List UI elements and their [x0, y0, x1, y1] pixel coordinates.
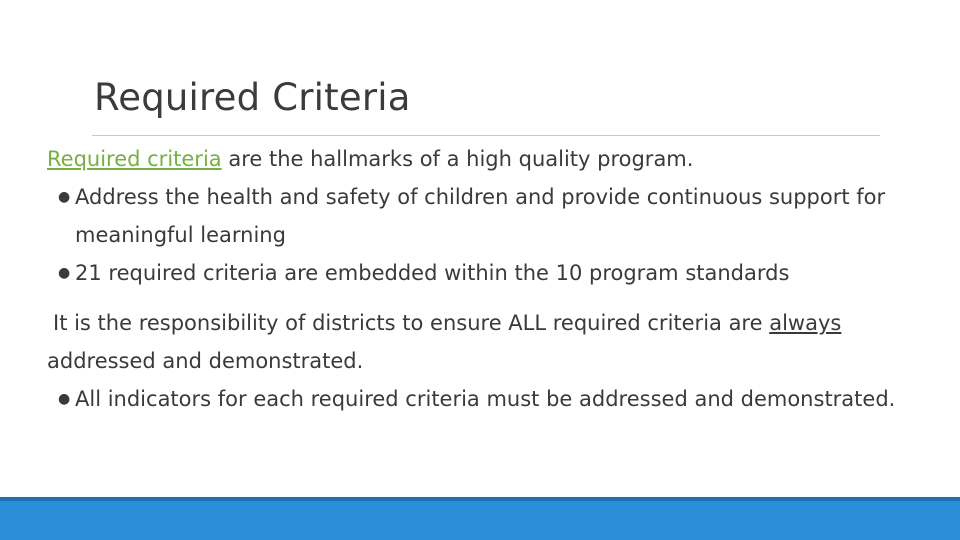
title-divider: [92, 135, 880, 136]
footer-bar: [0, 497, 960, 540]
always-emphasis: always: [769, 311, 842, 335]
bullet-text: 21 required criteria are embedded within the 10 program standards: [75, 261, 790, 285]
footer-stripe: [0, 497, 960, 501]
list-item: [58, 380, 927, 418]
responsibility-paragraph: [47, 304, 927, 380]
bullet-icon: ●: [58, 189, 71, 205]
bullet-text: Address the health and safety of children and provide continuous support for meaningful learning: [75, 185, 886, 247]
list-item: [58, 178, 927, 254]
slide-title: Required Criteria: [94, 76, 411, 119]
list-item: [58, 254, 927, 292]
bullet-icon: ●: [58, 391, 71, 407]
para2-text-start: It is the responsibility of districts to ensure ALL required criteria are: [53, 311, 770, 335]
bullet-icon: ●: [58, 265, 71, 281]
required-criteria-link[interactable]: Required criteria: [47, 147, 222, 171]
intro-paragraph: [47, 140, 927, 178]
intro-text: are the hallmarks of a high quality program.: [221, 147, 694, 171]
spacer: [47, 292, 927, 304]
para2-text-end: addressed and demonstrated.: [47, 349, 364, 373]
slide-body: [47, 140, 927, 418]
bullet-text: All indicators for each required criteria must be addressed and demonstrated.: [75, 387, 896, 411]
